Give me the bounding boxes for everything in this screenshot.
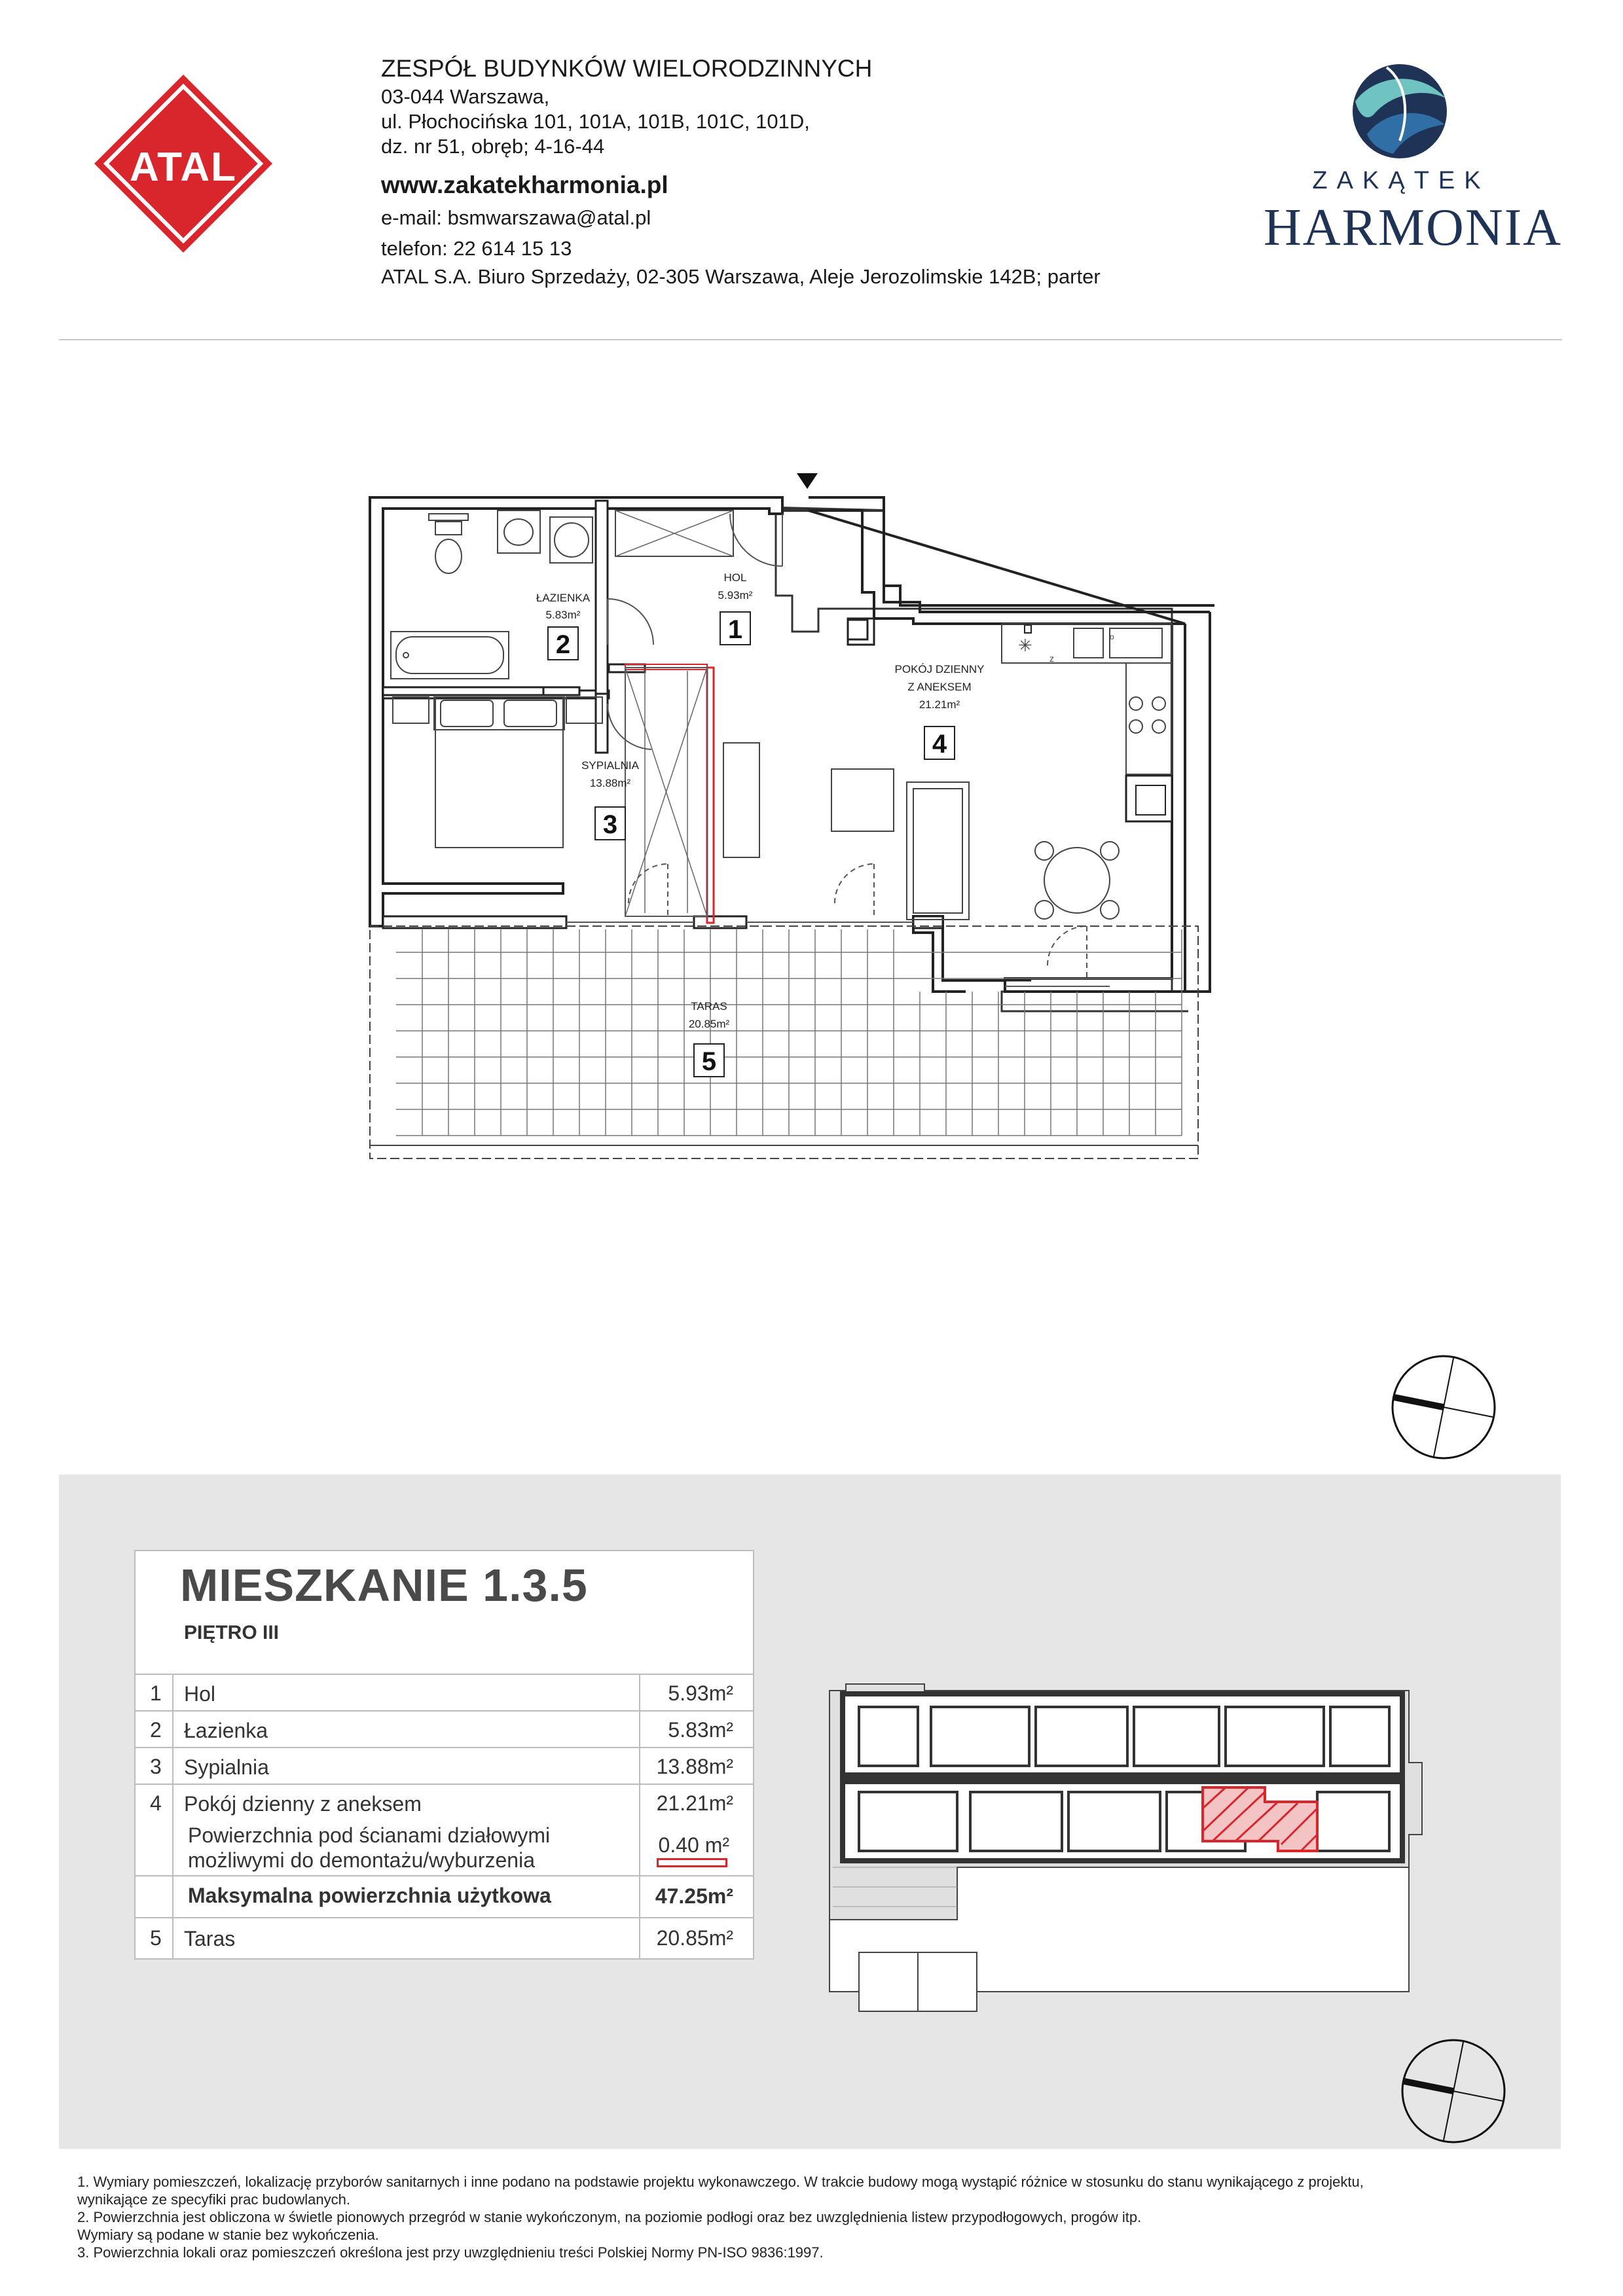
room-4-name2: Z ANEKSEM	[907, 681, 972, 693]
website-link[interactable]: www.zakatekharmonia.pl	[381, 171, 668, 198]
office-address: ATAL S.A. Biuro Sprzedaży, 02-305 Warszawa, Aleje Jerozolimskie 142B; parter	[381, 265, 1101, 288]
terrace-outline	[370, 926, 1198, 1158]
compass-icon	[1398, 2036, 1509, 2147]
max-area-value: 47.25m²	[655, 1884, 733, 1908]
walls-value: 0.40 m²	[658, 1833, 729, 1857]
header-title: ZESPÓŁ BUDYNKÓW WIELORODZINNYCH	[381, 55, 873, 82]
room-2-number: 2	[555, 630, 571, 659]
walls-label-line2: możliwymi do demontażu/wyburzenia	[188, 1848, 535, 1872]
row-num: 5	[150, 1926, 162, 1950]
walls-legend-swatch	[657, 1858, 727, 1867]
cooker-hood-icon: ✳	[1018, 636, 1032, 656]
atal-logo	[92, 72, 275, 255]
dishwasher-mark: o	[1110, 632, 1114, 641]
footnote-2-cont: Wymiary są podane w stanie bez wykończenia.	[77, 2227, 379, 2243]
room-5-number: 5	[701, 1047, 717, 1076]
entrance-arrow-icon	[797, 473, 818, 489]
room-2-area: 5.83m²	[545, 609, 581, 621]
footnote-2: 2. Powierzchnia jest obliczona w świetle pionowych przegród w stanie wykończonym, na poziomie podłogi oraz bez uwzględnienia listew przypodłogowych, progów itp.	[77, 2209, 1142, 2225]
terrace-row	[136, 1917, 753, 1958]
header-divider	[59, 339, 1562, 340]
row-value: 21.21m²	[656, 1791, 733, 1815]
room-3-number: 3	[602, 810, 618, 839]
row-num: 3	[150, 1755, 162, 1778]
footnote-1-cont: wynikające ze specyfiki prac budowlanych.	[77, 2191, 350, 2208]
room-5-area: 20.85m²	[688, 1018, 730, 1030]
room-4-name: POKÓJ DZIENNY	[894, 663, 985, 675]
harmonia-circle-icon	[1347, 62, 1452, 160]
terrace-tiles	[396, 929, 1182, 1136]
building-key-plan	[807, 1677, 1429, 2018]
max-area-row	[136, 1875, 753, 1917]
row-num: 1	[150, 1681, 162, 1705]
walls-label-line1: Powierzchnia pod ścianami działowymi	[188, 1823, 551, 1847]
row-value: 13.88m²	[656, 1755, 733, 1778]
row-label: Łazienka	[184, 1719, 268, 1742]
header-plot: dz. nr 51, obręb; 4-16-44	[381, 135, 605, 158]
harmonia-logo	[1264, 62, 1562, 265]
table-row	[136, 1710, 753, 1747]
header-address-city: 03-044 Warszawa,	[381, 85, 550, 108]
brand-line1: ZAKĄTEK	[1312, 167, 1490, 194]
footnote-1: 1. Wymiary pomieszczeń, lokalizację przyborów sanitarnych i inne podano na podstawie projektu wykonawczego. W trakcie budowy mogą wystąpić różnice w stosunku do stanu wynikającego z projektu,	[77, 2174, 1364, 2190]
apartment-card	[134, 1550, 754, 1960]
floor-plan	[363, 468, 1214, 1168]
room-4-area: 21.21m²	[919, 698, 960, 711]
apartment-title: MIESZKANIE 1.3.5	[180, 1560, 588, 1611]
walls-row	[136, 1820, 753, 1875]
row-value: 5.93m²	[668, 1681, 733, 1705]
footnote-3: 3. Powierzchnia lokali oraz pomieszczeń określona jest przy uwzględnieniu treści Polskiej Normy PN-ISO 9836:1997.	[77, 2244, 824, 2261]
header-address-street: ul. Płochocińska 101, 101A, 101B, 101C, 101D,	[381, 110, 810, 133]
apartment-floor: PIĘTRO III	[184, 1622, 280, 1643]
row-label: Pokój dzienny z aneksem	[184, 1792, 422, 1816]
row-num: 4	[150, 1791, 162, 1815]
fridge-mark: z	[1049, 653, 1054, 664]
compass-icon	[1388, 1352, 1499, 1463]
row-label: Sypialnia	[184, 1755, 269, 1779]
brand-line2: HARMONIA	[1264, 199, 1562, 257]
table-row	[136, 1784, 753, 1820]
row-label: Taras	[184, 1927, 236, 1950]
room-5-name: TARAS	[691, 1000, 727, 1013]
row-value: 20.85m²	[656, 1926, 733, 1950]
room-4-number: 4	[932, 730, 947, 759]
room-3-area: 13.88m²	[589, 777, 631, 789]
table-row	[136, 1674, 753, 1710]
room-1-area: 5.93m²	[718, 589, 753, 601]
room-2-name: ŁAZIENKA	[536, 592, 591, 604]
table-row	[136, 1747, 753, 1784]
room-1-name: HOL	[723, 571, 747, 584]
room-1-number: 1	[727, 615, 743, 644]
phone-text: telefon: 22 614 15 13	[381, 237, 572, 260]
west-wall	[370, 497, 782, 926]
row-label: Hol	[184, 1682, 216, 1706]
email-link[interactable]: e-mail: bsmwarszawa@atal.pl	[381, 206, 651, 229]
atal-logo-text: ATAL	[129, 145, 238, 190]
row-num: 2	[150, 1718, 162, 1742]
row-value: 5.83m²	[668, 1718, 733, 1742]
max-area-label: Maksymalna powierzchnia użytkowa	[188, 1884, 551, 1907]
room-3-name: SYPIALNIA	[581, 759, 639, 772]
